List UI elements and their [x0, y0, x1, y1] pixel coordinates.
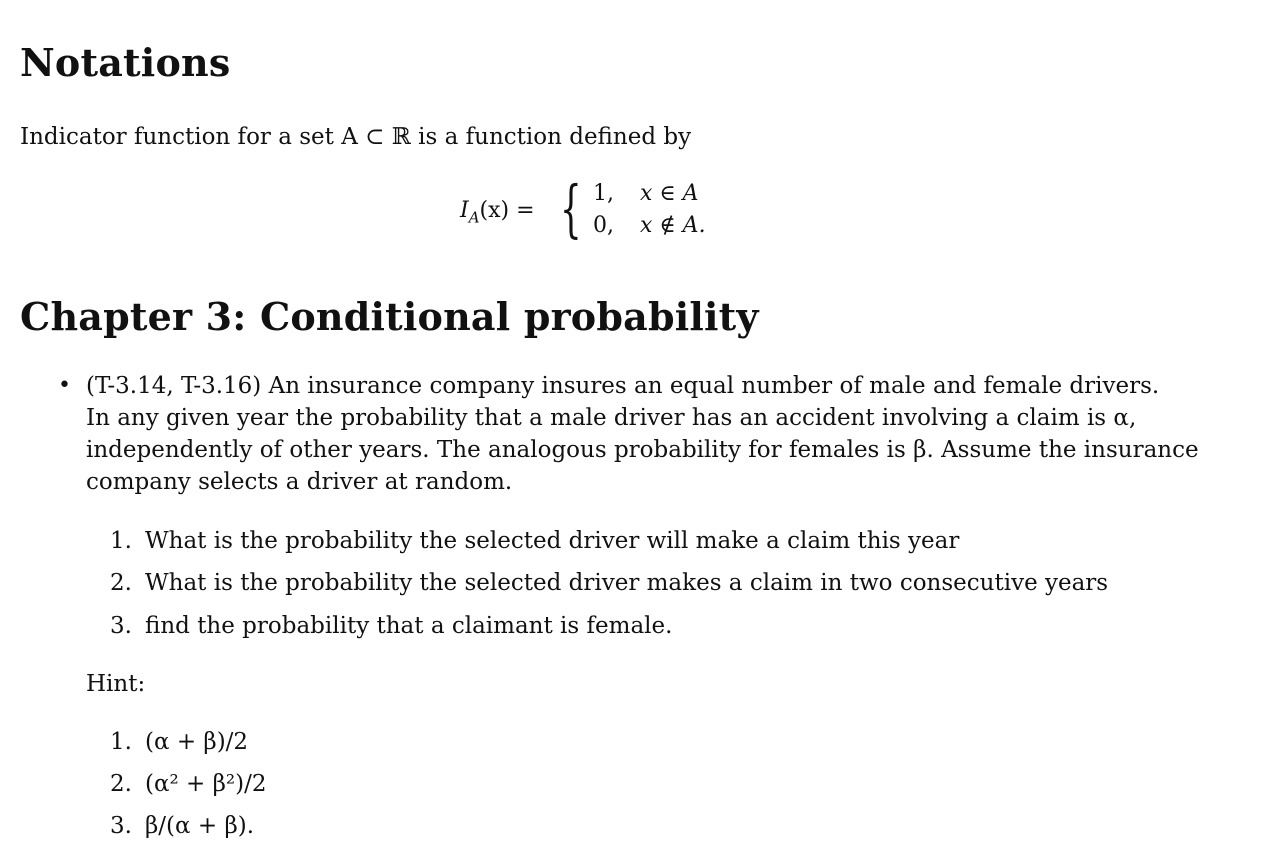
question-number: 1.: [110, 528, 132, 554]
case2-condition: x ∉ A.: [640, 213, 706, 238]
case1-value: 1,: [593, 181, 614, 206]
hint-formula: β/(α + β).: [145, 813, 255, 839]
hint-formula: (α² + β²)/2: [145, 771, 267, 797]
problem-line-3: independently of other years. The analogous probability for females is β. Assume the insurance: [86, 437, 1199, 463]
hint-number: 2.: [110, 771, 132, 797]
indicator-equation: [460, 172, 740, 248]
case2-value: 0,: [593, 213, 614, 238]
hint-number: 1.: [110, 729, 132, 755]
indicator-sentence: Indicator function for a set A ⊂ ℝ is a function defined by: [20, 124, 692, 150]
case1-condition: x ∈ A: [640, 181, 699, 206]
problem-line-4: company selects a driver at random.: [86, 469, 513, 495]
left-brace-icon: {: [560, 172, 582, 245]
hint-label: Hint:: [86, 671, 146, 697]
chapter-heading: Chapter 3: Conditional probability: [20, 294, 759, 339]
hint-number: 3.: [110, 813, 132, 839]
notations-heading: Notations: [20, 40, 231, 85]
question-text: What is the probability the selected driver will make a claim this year: [145, 528, 960, 554]
question-number: 2.: [110, 570, 132, 596]
equation-lhs: $I_A(x)$ =: [460, 198, 535, 227]
problem-line-1: (T-3.14, T-3.16) An insurance company insures an equal number of male and female drivers.: [86, 373, 1160, 399]
bullet-dot-icon: •: [58, 373, 71, 398]
question-text: What is the probability the selected driver makes a claim in two consecutive years: [145, 570, 1109, 596]
question-number: 3.: [110, 613, 132, 639]
problem-line-2: In any given year the probability that a male driver has an accident involving a claim is α,: [86, 405, 1137, 431]
hint-formula: (α + β)/2: [145, 729, 249, 755]
question-text: find the probability that a claimant is female.: [145, 613, 673, 639]
